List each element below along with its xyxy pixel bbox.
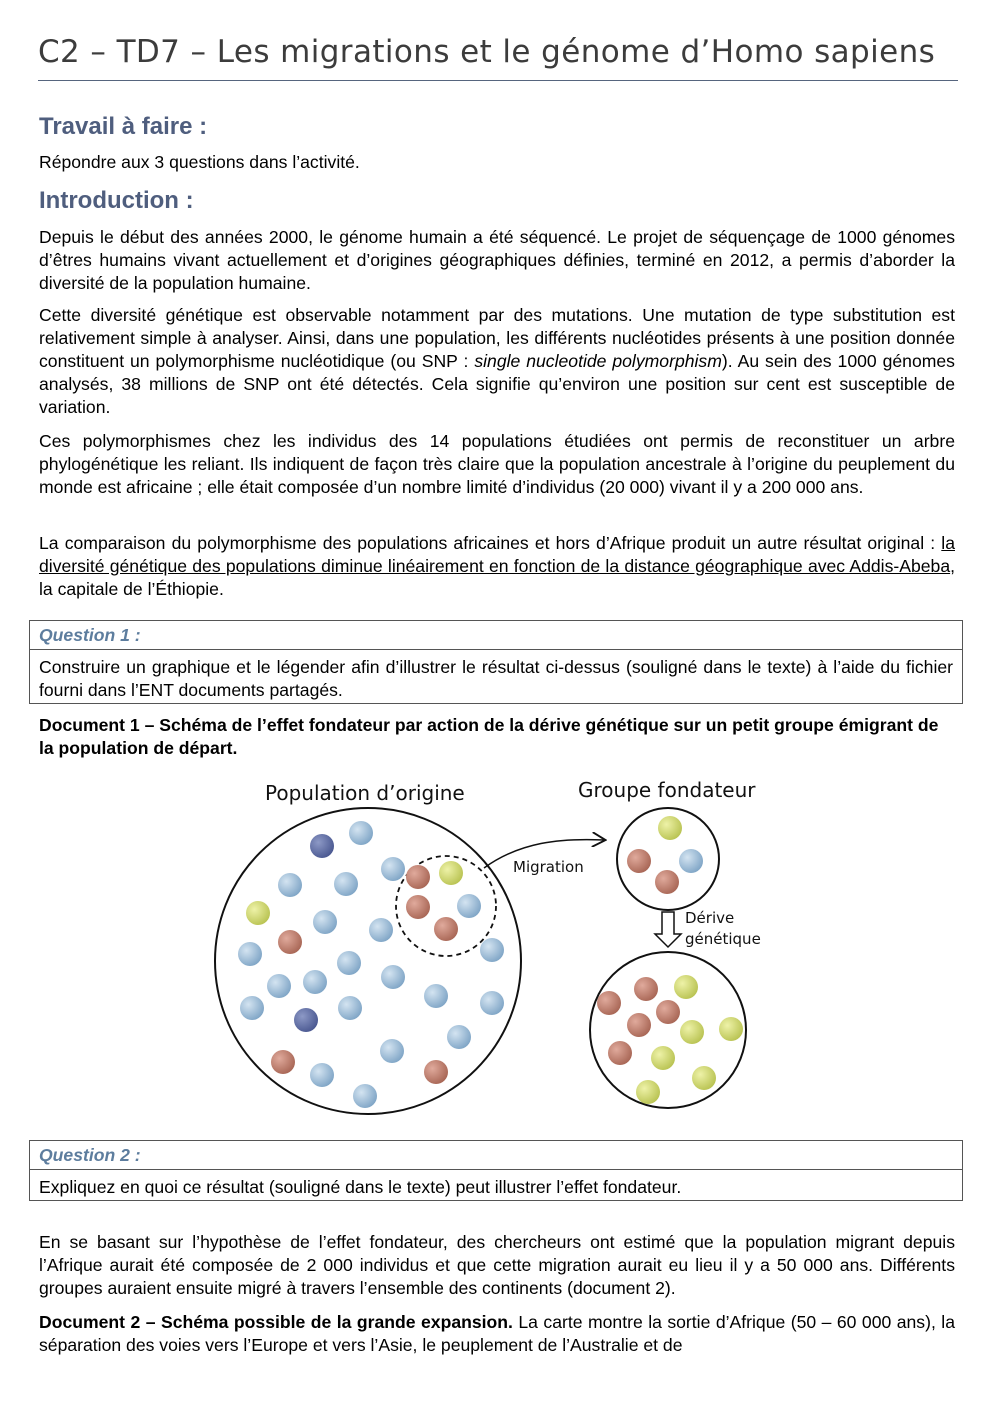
label-groupe-fondateur: Groupe fondateur xyxy=(578,778,756,802)
blue-individual-dot xyxy=(447,1025,471,1049)
heading-introduction: Introduction : xyxy=(39,187,194,214)
blue-individual-dot xyxy=(480,991,504,1015)
blue-individual-dot xyxy=(679,849,703,873)
intro-p4-text-a: La comparaison du polymorphisme des populations africaines et hors d’Afrique produit un autre résultat original : xyxy=(39,533,942,553)
intro-paragraph-2 xyxy=(39,304,955,419)
blue-individual-dot xyxy=(480,938,504,962)
blue-individual-dot xyxy=(369,918,393,942)
blue-individual-dot xyxy=(267,974,291,998)
blue-individual-dot xyxy=(240,996,264,1020)
yellow-individual-dot xyxy=(439,861,463,885)
question-1-label: Question 1 : xyxy=(30,621,962,650)
blue-individual-dot xyxy=(303,970,327,994)
red-individual-dot xyxy=(424,1060,448,1084)
blue-individual-dot xyxy=(313,910,337,934)
intro-paragraph-1 xyxy=(39,226,955,295)
intro-p4-underlined: la diversité génétique des populations diminue linéairement en fonction de la distance géographique avec Addis-Abeba xyxy=(39,533,955,576)
intro-p2-italic: single nucleotide polymorphism xyxy=(474,351,722,371)
closing-p1-text: En se basant sur l’hypothèse de l’effet fondateur, des chercheurs ont estimé que la population migrant depuis l’Afrique aurait été composée de 2 000 individus et que cette migration aurait eu lieu il y a 50 000 ans. Différents groupes auraient ensuite migré à travers l’ensemble des continents (document 2). xyxy=(39,1232,955,1298)
yellow-individual-dot xyxy=(246,901,270,925)
closing-paragraph xyxy=(39,1231,955,1300)
blue-individual-dot xyxy=(349,821,373,845)
dark-blue-individual-dot xyxy=(294,1008,318,1032)
label-migration: Migration xyxy=(513,858,584,876)
red-individual-dot xyxy=(434,917,458,941)
red-individual-dot xyxy=(627,849,651,873)
heading-travail: Travail à faire : xyxy=(39,113,208,140)
origin-population-circle xyxy=(215,808,521,1114)
page-title: C2 – TD7 – Les migrations et le génome d’Homo sapiens xyxy=(38,34,958,81)
blue-individual-dot xyxy=(337,951,361,975)
red-individual-dot xyxy=(597,991,621,1015)
red-individual-dot xyxy=(634,977,658,1001)
yellow-individual-dot xyxy=(692,1066,716,1090)
blue-individual-dot xyxy=(310,1063,334,1087)
red-individual-dot xyxy=(608,1041,632,1065)
travail-instruction: Répondre aux 3 questions dans l’activité. xyxy=(39,152,360,172)
intro-p2-text-a: Cette diversité génétique est observable notamment par des mutations. Une mutation de type substitution est relativement simple à analyser. Ainsi, dans une population, les différents nucléotides présents à une position donnée constituent un polymorphisme nucléotidique (ou SNP : xyxy=(39,305,955,371)
question-2-box xyxy=(29,1140,963,1201)
yellow-individual-dot xyxy=(680,1020,704,1044)
label-population-origine: Population d’origine xyxy=(265,781,465,805)
red-individual-dot xyxy=(271,1050,295,1074)
dark-blue-individual-dot xyxy=(310,834,334,858)
red-individual-dot xyxy=(278,930,302,954)
blue-individual-dot xyxy=(424,984,448,1008)
red-individual-dot xyxy=(655,870,679,894)
question-1-text: Construire un graphique et le légender afin d’illustrer le résultat ci-dessus (souligné dans le texte) à l’aide du fichier fourni dans l’ENT documents partagés. xyxy=(39,657,953,700)
red-individual-dot xyxy=(627,1013,651,1037)
red-individual-dot xyxy=(406,895,430,919)
founder-effect-diagram xyxy=(0,770,993,1120)
red-individual-dot xyxy=(656,1000,680,1024)
question-2-label: Question 2 : xyxy=(30,1141,962,1170)
blue-individual-dot xyxy=(457,894,481,918)
intro-p4-text-b: , la capitale de l’Éthiopie. xyxy=(39,556,955,599)
yellow-individual-dot xyxy=(674,975,698,999)
intro-paragraph-3 xyxy=(39,430,955,499)
blue-individual-dot xyxy=(381,965,405,989)
intro-p3-text: Ces polymorphismes chez les individus des 14 populations étudiées ont permis de reconstituer un arbre phylogénétique les reliant. Ils indiquent de façon très claire que la population ancestrale à l’origine du peuplement du monde est africaine ; elle était composée d’un nombre limité d’individus (20 000) vivant il y a 200 000 ans. xyxy=(39,431,955,497)
yellow-individual-dot xyxy=(719,1017,743,1041)
blue-individual-dot xyxy=(338,996,362,1020)
intro-p2-text-b: ). Au sein des 1000 génomes analysés, 38 millions de SNP ont été détectés. Cela signifie qu’environ une position sur cent est susceptible de variation. xyxy=(39,351,955,417)
document-2-title: Document 2 – Schéma possible de la grande expansion. xyxy=(39,1312,513,1332)
yellow-individual-dot xyxy=(651,1046,675,1070)
blue-individual-dot xyxy=(238,942,262,966)
blue-individual-dot xyxy=(334,872,358,896)
yellow-individual-dot xyxy=(658,816,682,840)
document-2-text: La carte montre la sortie d’Afrique (50 – 60 000 ans), la séparation des voies vers l’Europe et vers l’Asie, le peuplement de l’Australie et de xyxy=(39,1312,955,1355)
blue-individual-dot xyxy=(381,857,405,881)
blue-individual-dot xyxy=(380,1039,404,1063)
document-2-paragraph xyxy=(39,1311,955,1357)
intro-paragraph-4 xyxy=(39,532,955,601)
label-genetique: génétique xyxy=(685,930,761,948)
intro-p1-text: Depuis le début des années 2000, le génome humain a été séquencé. Le projet de séquençage de 1000 génomes d’êtres humains vivant actuellement et d’origines géographiques définies, terminé en 2012, a permis d’aborder la diversité de la population humaine. xyxy=(39,227,955,293)
question-1-box xyxy=(29,620,963,704)
label-derive: Dérive xyxy=(685,909,735,927)
document-1-caption: Document 1 – Schéma de l’effet fondateur par action de la dérive génétique sur un petit groupe émigrant de la population de départ. xyxy=(39,715,939,758)
yellow-individual-dot xyxy=(636,1080,660,1104)
blue-individual-dot xyxy=(353,1084,377,1108)
red-individual-dot xyxy=(406,865,430,889)
drift-arrow xyxy=(655,912,681,947)
travail-text xyxy=(39,151,955,174)
blue-individual-dot xyxy=(278,873,302,897)
question-2-text: Expliquez en quoi ce résultat (souligné dans le texte) peut illustrer l’effet fondateur. xyxy=(39,1177,682,1197)
